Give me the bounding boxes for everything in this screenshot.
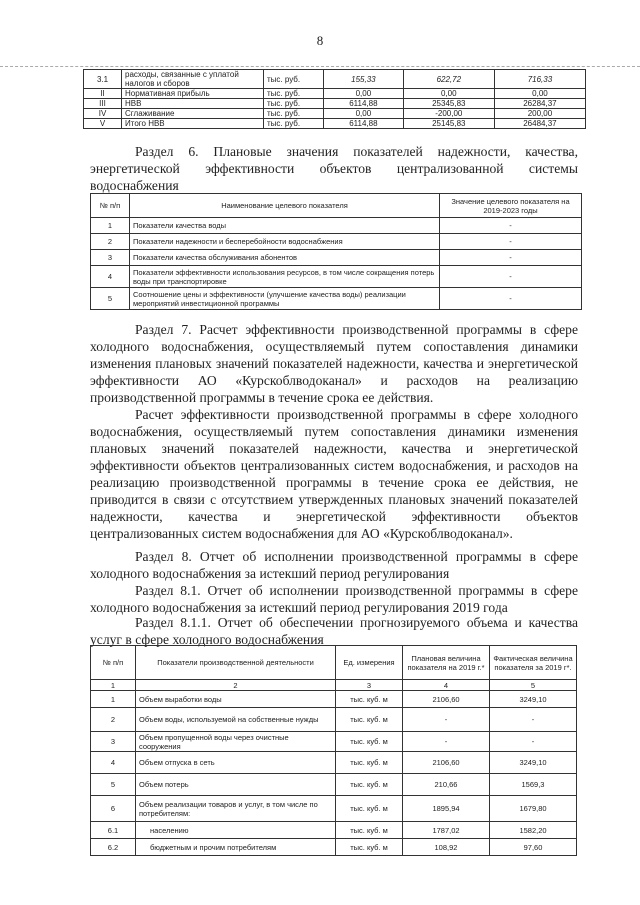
col-number: 1 — [91, 680, 136, 691]
row-indicator: Объем выработки воды — [136, 691, 336, 708]
row-unit: тыс. куб. м — [336, 839, 403, 856]
row-fact: - — [490, 708, 577, 732]
row-number: 1 — [91, 218, 130, 234]
section7-paragraph-2: Расчет эффективности производственной программы в сфере холодного водоснабжения, осуществляемый путем сопоставления динамики изменения плановых значений показателей надежности, качества и энергетической эффективности объектов централизованных систем водоснабжения, и расходов на реализацию производственной программы в течение срока ее действия, не приводится в связи с отсутствием утвержденных плановых значений показателей надежности, качества и энергетической эффективности объектов централизованных систем водоснабжения для АО «Курскоблводоканал». — [90, 407, 578, 541]
row-value: - — [440, 218, 582, 234]
section8-1-heading: Раздел 8.1. Отчет об исполнении производственной программы в сфере холодного водоснабжения за истекший период регулирования 2019 года — [90, 583, 578, 615]
row-value: 25345,83 — [403, 99, 494, 109]
row-plan: 210,66 — [403, 774, 490, 796]
row-number: 3.1 — [84, 70, 122, 89]
row-number: 4 — [91, 266, 130, 288]
col-header-plan: Плановая величина показателя на 2019 г.* — [403, 646, 490, 680]
row-unit: тыс. куб. м — [336, 708, 403, 732]
row-plan: 1787,02 — [403, 822, 490, 839]
page-number: 8 — [316, 33, 324, 48]
row-number: 2 — [91, 234, 130, 250]
col-header-indicator: Показатели производственной деятельности — [136, 646, 336, 680]
row-fact: 97,60 — [490, 839, 577, 856]
row-number: II — [84, 89, 122, 99]
row-number: IV — [84, 109, 122, 119]
row-fact: 1569,3 — [490, 774, 577, 796]
row-plan: 2106,60 — [403, 691, 490, 708]
table-row — [91, 752, 577, 774]
row-plan: 2106,60 — [403, 752, 490, 774]
row-number: 6.1 — [91, 822, 136, 839]
table-row — [84, 99, 586, 109]
col-header-fact: Фактическая величина показателя за 2019 г*. — [490, 646, 577, 680]
row-name: расходы, связанные с уплатой налогов и сборов — [122, 70, 264, 89]
row-name: Итого НВВ — [122, 119, 264, 129]
col-number: 3 — [336, 680, 403, 691]
col-header-num: № п/п — [91, 646, 136, 680]
table-row — [91, 732, 577, 752]
row-value: -200,00 — [403, 109, 494, 119]
col-number: 5 — [490, 680, 577, 691]
col-header-name: Наименование целевого показателя — [130, 194, 440, 218]
row-number: V — [84, 119, 122, 129]
row-unit: тыс. руб. — [264, 99, 324, 109]
table-row — [91, 774, 577, 796]
row-fact: - — [490, 732, 577, 752]
table-row — [91, 796, 577, 822]
row-name: Показатели надежности и бесперебойности водоснабжения — [130, 234, 440, 250]
row-name: Показатели качества воды — [130, 218, 440, 234]
row-number: 6 — [91, 796, 136, 822]
row-fact: 1582,20 — [490, 822, 577, 839]
row-fact: 1679,80 — [490, 796, 577, 822]
row-value: 0,00 — [324, 89, 404, 99]
row-number: 1 — [91, 691, 136, 708]
row-unit: тыс. куб. м — [336, 732, 403, 752]
row-value: 25145,83 — [403, 119, 494, 129]
table-row — [91, 266, 582, 288]
section8-1-1-heading: Раздел 8.1.1. Отчет об обеспечении прогнозируемого объема и качества услуг в сфере холодного водоснабжения — [90, 615, 578, 647]
section7-paragraph-1: Раздел 7. Расчет эффективности производственной программы в сфере холодного водоснабжения, осуществляемый путем сопоставления динамики изменения плановых значений показателей надежности, качества и энергетической эффективности АО «Курскоблводоканал» и расходов на реализацию производственной программы в течение срока ее действия. — [90, 322, 578, 405]
row-value: 6114,88 — [324, 99, 404, 109]
row-plan: - — [403, 732, 490, 752]
row-value: 622,72 — [403, 70, 494, 89]
row-unit: тыс. руб. — [264, 119, 324, 129]
row-unit: тыс. руб. — [264, 109, 324, 119]
row-number: 3 — [91, 250, 130, 266]
row-plan: - — [403, 708, 490, 732]
row-unit: тыс. куб. м — [336, 822, 403, 839]
col-number: 4 — [403, 680, 490, 691]
row-value: - — [440, 288, 582, 310]
row-name: Сглаживание — [122, 109, 264, 119]
row-number: 2 — [91, 708, 136, 732]
table-row — [91, 234, 582, 250]
table-row — [91, 822, 577, 839]
row-value: - — [440, 250, 582, 266]
row-indicator: Объем воды, используемой на собственные нужды — [136, 708, 336, 732]
row-number: 3 — [91, 732, 136, 752]
row-indicator: Объем пропущенной воды через очистные сооружения — [136, 732, 336, 752]
section8-heading: Раздел 8. Отчет об исполнении производственной программы в сфере холодного водоснабжения за истекший период регулирования — [90, 549, 578, 581]
row-value: 26284,37 — [494, 99, 585, 109]
section6-heading: Раздел 6. Плановые значения показателей надежности, качества, энергетической эффективности объектов централизованной системы водоснабжения — [90, 144, 578, 193]
row-indicator: Объем реализации товаров и услуг, в том числе по потребителям: — [136, 796, 336, 822]
row-number: 5 — [91, 288, 130, 310]
row-unit: тыс. куб. м — [336, 796, 403, 822]
row-number: III — [84, 99, 122, 109]
table-row — [91, 288, 582, 310]
row-value: 716,33 — [494, 70, 585, 89]
row-plan: 108,92 — [403, 839, 490, 856]
row-value: 0,00 — [324, 109, 404, 119]
table-row — [84, 109, 586, 119]
row-indicator: Объем отпуска в сеть — [136, 752, 336, 774]
target-indicators-table — [90, 193, 582, 310]
row-fact: 3249,10 — [490, 691, 577, 708]
row-name: Показатели качества обслуживания абонентов — [130, 250, 440, 266]
col-number: 2 — [136, 680, 336, 691]
row-value: - — [440, 266, 582, 288]
row-name: Соотношение цены и эффективности (улучшение качества воды) реализации мероприятий инвестиционной программы — [130, 288, 440, 310]
table-row — [91, 839, 577, 856]
production-report-table — [90, 645, 577, 856]
row-name: НВВ — [122, 99, 264, 109]
col-header-value: Значение целевого показателя на 2019-2023 годы — [440, 194, 582, 218]
row-value: - — [440, 234, 582, 250]
scan-divider — [0, 66, 640, 67]
row-value: 155,33 — [324, 70, 404, 89]
budget-table — [83, 69, 586, 129]
row-value: 0,00 — [494, 89, 585, 99]
row-value: 6114,88 — [324, 119, 404, 129]
row-indicator: Объем потерь — [136, 774, 336, 796]
row-number: 6.2 — [91, 839, 136, 856]
table-row — [91, 218, 582, 234]
row-name: Показатели эффективности использования ресурсов, в том числе сокращения потерь воды при транспортировке — [130, 266, 440, 288]
table-row — [91, 708, 577, 732]
table-row — [91, 250, 582, 266]
row-unit: тыс. куб. м — [336, 752, 403, 774]
row-unit: тыс. руб. — [264, 89, 324, 99]
table-row — [84, 119, 586, 129]
row-fact: 3249,10 — [490, 752, 577, 774]
table-row — [84, 89, 586, 99]
col-header-num: № п/п — [91, 194, 130, 218]
row-number: 4 — [91, 752, 136, 774]
table-row — [84, 70, 586, 89]
row-value: 200,00 — [494, 109, 585, 119]
row-value: 0,00 — [403, 89, 494, 99]
row-indicator: населению — [136, 822, 336, 839]
table-row — [91, 691, 577, 708]
row-unit: тыс. куб. м — [336, 691, 403, 708]
row-indicator: бюджетным и прочим потребителям — [136, 839, 336, 856]
row-unit: тыс. куб. м — [336, 774, 403, 796]
row-unit: тыс. руб. — [264, 70, 324, 89]
row-number: 5 — [91, 774, 136, 796]
row-name: Нормативная прибыль — [122, 89, 264, 99]
row-plan: 1895,94 — [403, 796, 490, 822]
row-value: 26484,37 — [494, 119, 585, 129]
col-header-unit: Ед. измерения — [336, 646, 403, 680]
